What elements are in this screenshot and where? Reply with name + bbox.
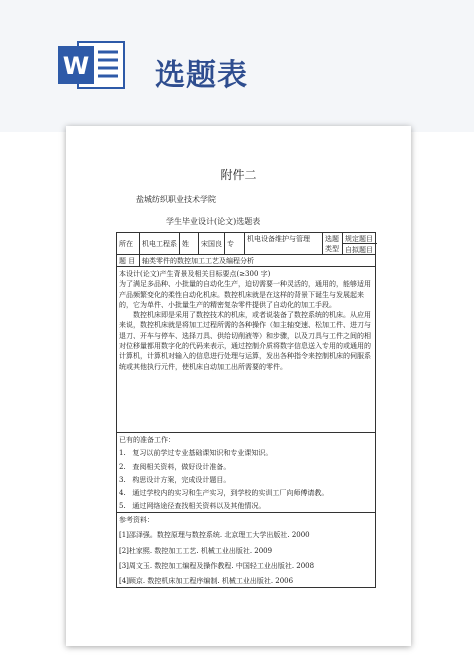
school-name: 盐城纺织职业技术学院 xyxy=(136,195,216,204)
type-options xyxy=(343,233,377,254)
form-name: 学生毕业设计(论文)选题表 xyxy=(166,217,261,226)
selection-form-table xyxy=(116,232,376,588)
prepared-heading: 已有的准备工作： xyxy=(119,436,175,444)
table-row-info xyxy=(117,233,375,255)
dept-label: 所在 xyxy=(117,233,140,254)
table-row-references xyxy=(117,513,375,589)
prepared-item: 通过网络途径查找相关资料以及其他情况。 xyxy=(132,502,266,511)
background-paragraph: 数控机床即是采用了数控技术的机床，或者说装备了数控系统的机床。从应用来说，数控机床就是将加工过程所需的各种操作（如主轴变速、松加工件、进刀与退刀、开车与停车、选择刀具、供给切削液等）和步骤，以及刀具与工件之间的相对位移量都用数字化的代码来表示，通过控制介质将数字信息送入专用的或通用的计算机，计算机对输入的信息进行处理与运算，发出各种指令来控制机床的伺服系统或其他执行元件，使机床自动加工出所需要的零件。 xyxy=(119,311,371,371)
references-heading: 参考资料： xyxy=(119,516,154,524)
prepared-section: 已有的准备工作： 1. 复习以前学过专业基础课知识和专业课知识。 2. 查阅相关资料，做好设计准备。 3. 构思设计方案，完成设计题目。 4. 通过学校内的实习和生产实习，到学校的实训工厂向师傅请教。 5. 通过网络途径查找相关资料以及其他情况。 xyxy=(119,435,373,512)
page-title: 选题表 xyxy=(155,58,248,93)
table-row-background xyxy=(117,267,375,433)
major-value: 机电设备维护与管理 xyxy=(245,233,323,254)
topic-label: 题 目 xyxy=(117,255,140,266)
name-value: 宋国良 xyxy=(199,233,225,254)
prepared-item: 构思设计方案，完成设计题目。 xyxy=(132,475,231,484)
reference-item: [3]周文玉. 数控加工编程及操作教程. 中国轻工业出版社. 2008 xyxy=(119,561,315,570)
background-heading: 本设计(论文)产生背景及相关目标要点(≥300 字) xyxy=(119,270,271,278)
reference-item: [4]顾京. 数控机床加工程序编制. 机械工业出版社. 2006 xyxy=(119,577,294,586)
background-section xyxy=(119,269,373,372)
background-paragraph: 为了满足多品种、小批量的自动化生产，迫切需要一种灵活的，通用的，能够适用产品频繁变化的柔性自动化机床。数控机床就是在这样的背景下诞生与发展起来的，它为单件、小批量生产的精密复杂零件提供了自动化的加工手段。 xyxy=(119,280,371,309)
references-section xyxy=(119,515,373,586)
table-row-topic xyxy=(117,255,375,267)
prepared-item: 复习以前学过专业基础课知识和专业课知识。 xyxy=(132,449,273,458)
type-option-self: 自拟题目 xyxy=(345,245,373,254)
major-label: 专 xyxy=(225,233,245,254)
topic-value: 轴类零件的数控加工工艺及编程分析 xyxy=(142,257,254,265)
dept-value: 机电工程系 xyxy=(140,233,180,254)
document-title: 附件二 xyxy=(220,168,257,182)
type-label: 选题类型 xyxy=(323,233,343,254)
prepared-item: 通过学校内的实习和生产实习，到学校的实训工厂向师傅请教。 xyxy=(132,489,329,498)
reference-item: [1]邵泽强。数控原理与数控系统. 北京理工大学出版社. 2000 xyxy=(119,531,310,540)
word-document-icon xyxy=(54,38,128,92)
reference-item: [2]杜家熙. 数控加工工艺. 机械工业出版社. 2009 xyxy=(119,546,273,555)
prepared-item: 查阅相关资料，做好设计准备。 xyxy=(132,462,231,471)
table-row-prepared xyxy=(117,433,375,513)
type-option-assigned: 规定题目 xyxy=(343,233,377,244)
word-icon-letter: W xyxy=(62,52,90,80)
name-label: 姓 xyxy=(180,233,199,254)
document-page xyxy=(66,126,411,646)
